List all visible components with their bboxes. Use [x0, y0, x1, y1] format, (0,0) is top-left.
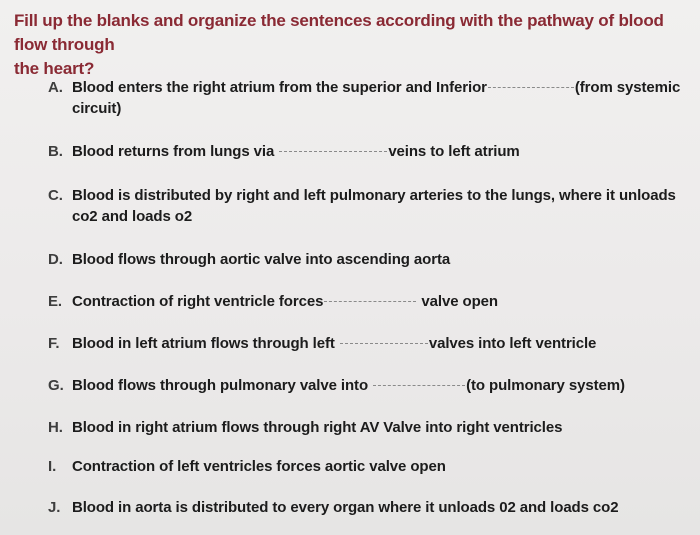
statement-text-after-blank: valve open: [421, 293, 498, 310]
statement-text-after-blank: valves into left ventricle: [428, 335, 597, 352]
blank-line: [373, 385, 465, 386]
statement-text: Contraction of right ventricle forces: [72, 293, 324, 310]
blank-line: [340, 343, 428, 344]
blank-line: [488, 87, 574, 88]
question-title: [14, 9, 694, 81]
statement-letter: E.: [48, 293, 62, 310]
statement-text: Blood in right atrium flows through right AV Valve into right ventricles: [72, 419, 563, 436]
statement-text: Blood returns from lungs via: [72, 143, 275, 160]
statement-letter: C.: [48, 187, 63, 204]
statement-text: Blood flows through pulmonary valve into: [72, 377, 369, 394]
blank-line: [324, 301, 416, 302]
statement-text-after-blank: veins to left atrium: [388, 143, 520, 160]
statement-letter: I.: [48, 458, 57, 475]
statement-text: Blood enters the right atrium from the superior and Inferior: [72, 79, 487, 96]
statement-text-after-blank: (to pulmonary system): [466, 377, 625, 394]
title-line-1: Fill up the blanks and organize the sentences according with the pathway of blood flow through: [14, 11, 664, 54]
blank-line: [279, 151, 387, 152]
statement-text: Blood in left atrium flows through left: [72, 335, 335, 352]
statement-continuation: co2 and loads o2: [72, 208, 193, 225]
statement-letter: J.: [48, 499, 61, 516]
statement-text: Blood in aorta is distributed to every organ where it unloads 02 and loads co2: [72, 499, 619, 516]
title-line-2: the heart?: [14, 59, 95, 78]
statement-text-after-blank: (from systemic: [574, 79, 681, 96]
statement-letter: H.: [48, 419, 63, 436]
statement-letter: D.: [48, 251, 63, 268]
statement-continuation: circuit): [72, 100, 122, 117]
statement-text: Blood flows through aortic valve into ascending aorta: [72, 251, 451, 268]
statement-text: Contraction of left ventricles forces aortic valve open: [72, 458, 446, 475]
statement-letter: F.: [48, 335, 60, 352]
statement-letter: B.: [48, 143, 63, 160]
statement-text: Blood is distributed by right and left pulmonary arteries to the lungs, where it unloads: [72, 187, 676, 204]
statement-letter: A.: [48, 79, 63, 96]
statement-letter: G.: [48, 377, 64, 394]
